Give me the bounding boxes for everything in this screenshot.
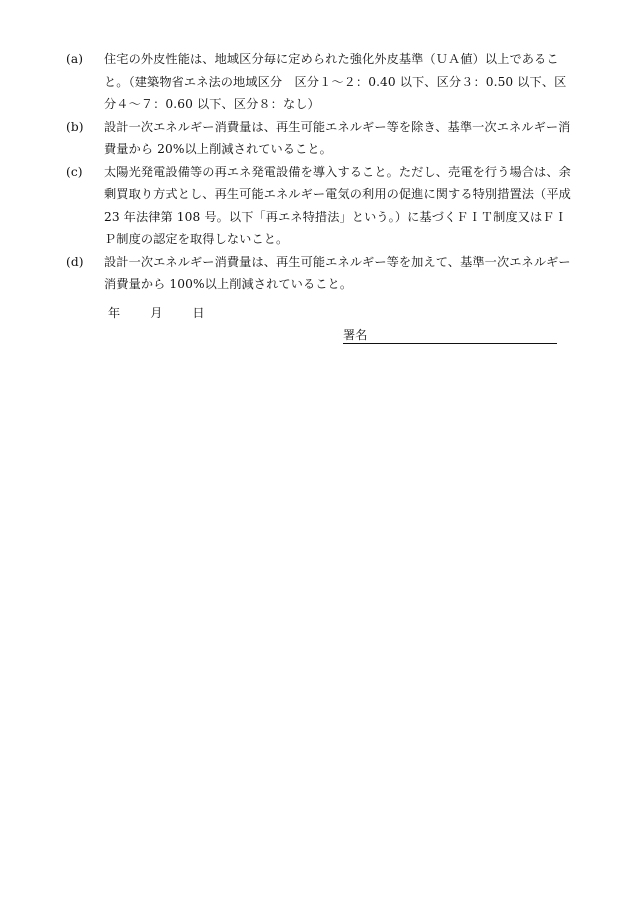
requirement-item-a (66, 48, 571, 116)
item-text: 設計一次エネルギー消費量は、再生可能エネルギー等を除き、基準一次エネルギー消費量から 20%以上削減されていること。 (104, 119, 571, 156)
requirements-list (66, 48, 575, 296)
item-marker: (a) (66, 52, 84, 66)
item-marker: (d) (66, 254, 84, 269)
requirement-item-c (66, 161, 575, 251)
requirement-item-b (66, 116, 571, 161)
item-marker: (c) (66, 164, 83, 179)
item-text: 太陽光発電設備等の再エネ発電設備を導入すること。ただし、売電を行う場合は、余剰買取り方式とし、再生可能エネルギー電気の利用の促進に関する特別措置法（平成 23 年法律第 108 号。以下「再エネ特措法」という。）に基づくＦＩＴ制度又はＦＩＰ制度の認定を取得しないこと。 (104, 164, 575, 246)
item-text: 住宅の外皮性能は、地域区分毎に定められた強化外皮基準（ＵＡ値）以上であること。（建築物省エネ法の地域区分 区分１～２：0.40 以下、区分３：0.50 以下、区分４～７：0.60 以下、区分８：なし） (104, 52, 567, 111)
item-marker: (b) (66, 119, 84, 134)
date-year-label: 年 (108, 306, 121, 320)
signature-label: 署名 (343, 328, 368, 342)
date-day-label: 日 (192, 306, 205, 320)
item-text: 設計一次エネルギー消費量は、再生可能エネルギー等を加えて、基準一次エネルギー消費量から 100%以上削減されていること。 (104, 254, 571, 291)
date-line (108, 304, 205, 321)
signature-line[interactable] (343, 327, 557, 344)
requirement-item-d (66, 251, 571, 296)
date-month-label: 月 (150, 306, 163, 320)
